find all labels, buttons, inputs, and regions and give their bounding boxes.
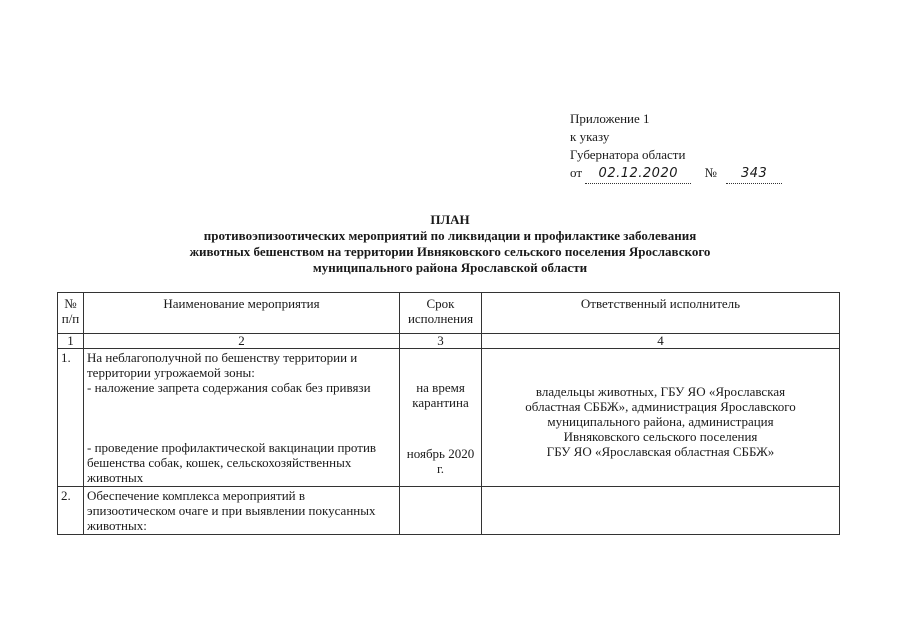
- appendix-governor: Губернатора области: [570, 147, 686, 162]
- row-num: 2.: [58, 487, 84, 535]
- title-heading: ПЛАН: [430, 212, 470, 227]
- row-name-item-2: - проведение профилактической вакцинации против бешенства собак, кошек, сельскохозяйственных животных: [87, 440, 377, 485]
- row-term: [400, 349, 482, 487]
- column-number: 1: [58, 334, 84, 349]
- title-line-1: противоэпизоотических мероприятий по ликвидации и профилактике заболевания: [203, 228, 697, 243]
- appendix-date-number-line: [570, 164, 782, 184]
- number-sign: №: [704, 165, 717, 180]
- row-term-item-1: на время карантина: [412, 380, 469, 410]
- header-num: № п/п: [58, 293, 84, 334]
- table-row: [58, 349, 840, 487]
- appendix-block: [570, 110, 782, 184]
- column-number: 4: [482, 334, 840, 349]
- document-title: [120, 212, 780, 276]
- row-name-intro: На неблагополучной по бешенству территории и территории угрожаемой зоны:: [87, 350, 358, 380]
- handwritten-number: 343: [726, 165, 782, 184]
- header-responsible: Ответственный исполнитель: [482, 293, 840, 334]
- row-term-item-2: ноябрь 2020 г.: [406, 446, 475, 476]
- from-label: от: [570, 165, 583, 180]
- row-name: Обеспечение комплекса мероприятий в эпизоотическом очаге и при выявлении покусанных животных:: [84, 487, 400, 535]
- table-row: [58, 487, 840, 535]
- column-number: 3: [400, 334, 482, 349]
- title-line-3: муниципального района Ярославской области: [312, 260, 588, 275]
- table-header-row: [58, 293, 840, 334]
- header-name: Наименование мероприятия: [84, 293, 400, 334]
- row-name-item-1: - наложение запрета содержания собак без привязи: [87, 380, 371, 395]
- column-number-row: [58, 334, 840, 349]
- column-number: 2: [84, 334, 400, 349]
- row-responsible: владельцы животных, ГБУ ЯО «Ярославская областная СББЖ», администрация Ярославского муниципального района, администрация Ивняковского сельского поселения ГБУ ЯО «Ярославская областная СББЖ»: [482, 349, 840, 487]
- handwritten-date: 02.12.2020: [585, 165, 691, 184]
- row-term: [400, 487, 482, 535]
- appendix-title: Приложение 1: [570, 111, 650, 126]
- row-responsible: [482, 487, 840, 535]
- title-line-2: животных бешенством на территории Ивняковского сельского поселения Ярославского: [189, 244, 711, 259]
- plan-table: [57, 292, 840, 535]
- header-term: Срок исполнения: [400, 293, 482, 334]
- row-name: [84, 349, 400, 487]
- appendix-decree-ref: к указу: [570, 129, 610, 144]
- row-num: 1.: [58, 349, 84, 487]
